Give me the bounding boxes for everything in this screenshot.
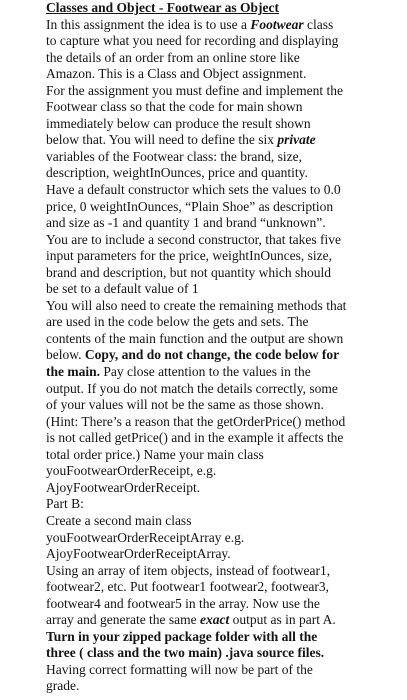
text-run: class [303, 16, 334, 32]
document-line [46, 546, 402, 563]
text-run: price, 0 weightInOunces, “Plain Shoe” as description [46, 198, 334, 214]
document-line [46, 149, 402, 166]
text-run: AjoyFootwearOrderReceiptArray. [46, 546, 231, 562]
text-run: footwear2, etc. Put footwear1 footwear2, footwear3, [46, 579, 330, 595]
text-run: grade. [46, 678, 80, 694]
document-line [46, 182, 402, 199]
text-run: array and generate the same [46, 612, 201, 628]
text-run: Create a second main class [46, 512, 192, 528]
text-run: You will also need to create the remaining methods that [46, 297, 347, 313]
text-run: of your values will not be the same as those shown. [46, 397, 324, 413]
document-line [46, 645, 402, 662]
document-line [46, 215, 402, 232]
document-line [46, 232, 402, 249]
document-line [46, 612, 402, 629]
text-run: Amazon. This is a Class and Object assignment. [46, 66, 307, 82]
document-line [46, 66, 402, 83]
document-line [46, 629, 402, 646]
text-run: youFootwearOrderReceipt, e.g. [46, 463, 217, 479]
text-run: Footwear [250, 16, 304, 32]
text-run: Copy, and do not change, the code below for [84, 347, 340, 363]
text-run: footwear4 and footwear5 in the array. Now use the [46, 595, 320, 611]
document-line [46, 50, 402, 67]
text-run: below. [46, 347, 85, 363]
text-run: brand and description, but not quantity which should [46, 264, 331, 280]
text-run: Having correct formatting will now be part of the [46, 661, 313, 677]
text-run: private [277, 132, 316, 148]
text-run: output as in part A. [229, 612, 336, 628]
text-run: input parameters for the price, weightInOunces, size, [46, 248, 333, 264]
document-line [46, 397, 402, 414]
text-run: Using an array of item objects, instead of footwear1, [46, 562, 331, 578]
document-line [46, 99, 402, 116]
document-line [46, 414, 402, 431]
text-run: and size as -1 and quantity 1 and brand “unknown”. [46, 215, 326, 231]
text-run: Part B: [46, 496, 84, 512]
document-line [46, 678, 402, 695]
text-run: be set to a default value of 1 [46, 281, 199, 297]
text-run: below that. You will need to define the six [46, 132, 278, 148]
text-run: Footwear class so that the code for main shown [46, 99, 303, 115]
text-run: Turn in your zipped package folder with all the [46, 628, 318, 644]
text-run: AjoyFootwearOrderReceipt. [46, 479, 201, 495]
assignment-document [46, 0, 402, 695]
text-run: youFootwearOrderReceiptArray e.g. [46, 529, 245, 545]
document-line [46, 298, 402, 315]
document-line [46, 463, 402, 480]
text-run: output. If you do not match the details correctly, some [46, 380, 338, 396]
document-line [46, 563, 402, 580]
document-line [46, 132, 402, 149]
text-run: contents of the main function and the output are shown [46, 330, 344, 346]
document-line [46, 347, 402, 364]
text-run: For the assignment you must define and implement the [46, 82, 343, 98]
document-line [46, 165, 402, 182]
text-run: total order price.) Name your main class [46, 446, 264, 462]
document-line [46, 480, 402, 497]
text-run: Pay close attention to the values in the [100, 364, 311, 380]
document-line [46, 430, 402, 447]
document-line [46, 364, 402, 381]
document-line [46, 116, 402, 133]
document-line [46, 83, 402, 100]
text-run: In this assignment the idea is to use a [46, 16, 251, 32]
document-line [46, 33, 402, 50]
document-line [46, 530, 402, 547]
text-run: variables of the Footwear class: the brand, size, [46, 148, 303, 164]
text-run: (Hint: There’s a reason that the getOrderPrice() method [46, 413, 346, 429]
text-run: the details of an order from an online store like [46, 49, 300, 65]
text-run: Have a default constructor which sets the values to 0.0 [46, 182, 341, 198]
document-line [46, 265, 402, 282]
document-line [46, 513, 402, 530]
text-run: are used in the code below the gets and sets. The [46, 314, 309, 330]
document-line [46, 596, 402, 613]
document-line [46, 496, 402, 513]
document-line [46, 281, 402, 298]
text-run: is not called getPrice() and in the example it affects the [46, 430, 344, 446]
text-run: description, weightInOunces, price and quantity. [46, 165, 308, 181]
text-run: exact [200, 612, 230, 628]
document-line [46, 17, 402, 34]
document-line [46, 447, 402, 464]
document-line [46, 331, 402, 348]
document-line [46, 314, 402, 331]
document-title: Classes and Object - Footwear as Object [46, 0, 279, 15]
document-line [46, 579, 402, 596]
text-run: the main. [46, 364, 100, 380]
document-line [46, 248, 402, 265]
document-line [46, 199, 402, 216]
text-run: to capture what you need for recording and displaying [46, 33, 339, 49]
text-run: three ( class and the two main) .java source files. [46, 645, 325, 661]
document-line [46, 662, 402, 679]
text-run: immediately below can produce the result shown [46, 115, 311, 131]
text-run: You are to include a second constructor, that takes five [46, 231, 342, 247]
document-line [46, 381, 402, 398]
document-body [46, 17, 402, 695]
